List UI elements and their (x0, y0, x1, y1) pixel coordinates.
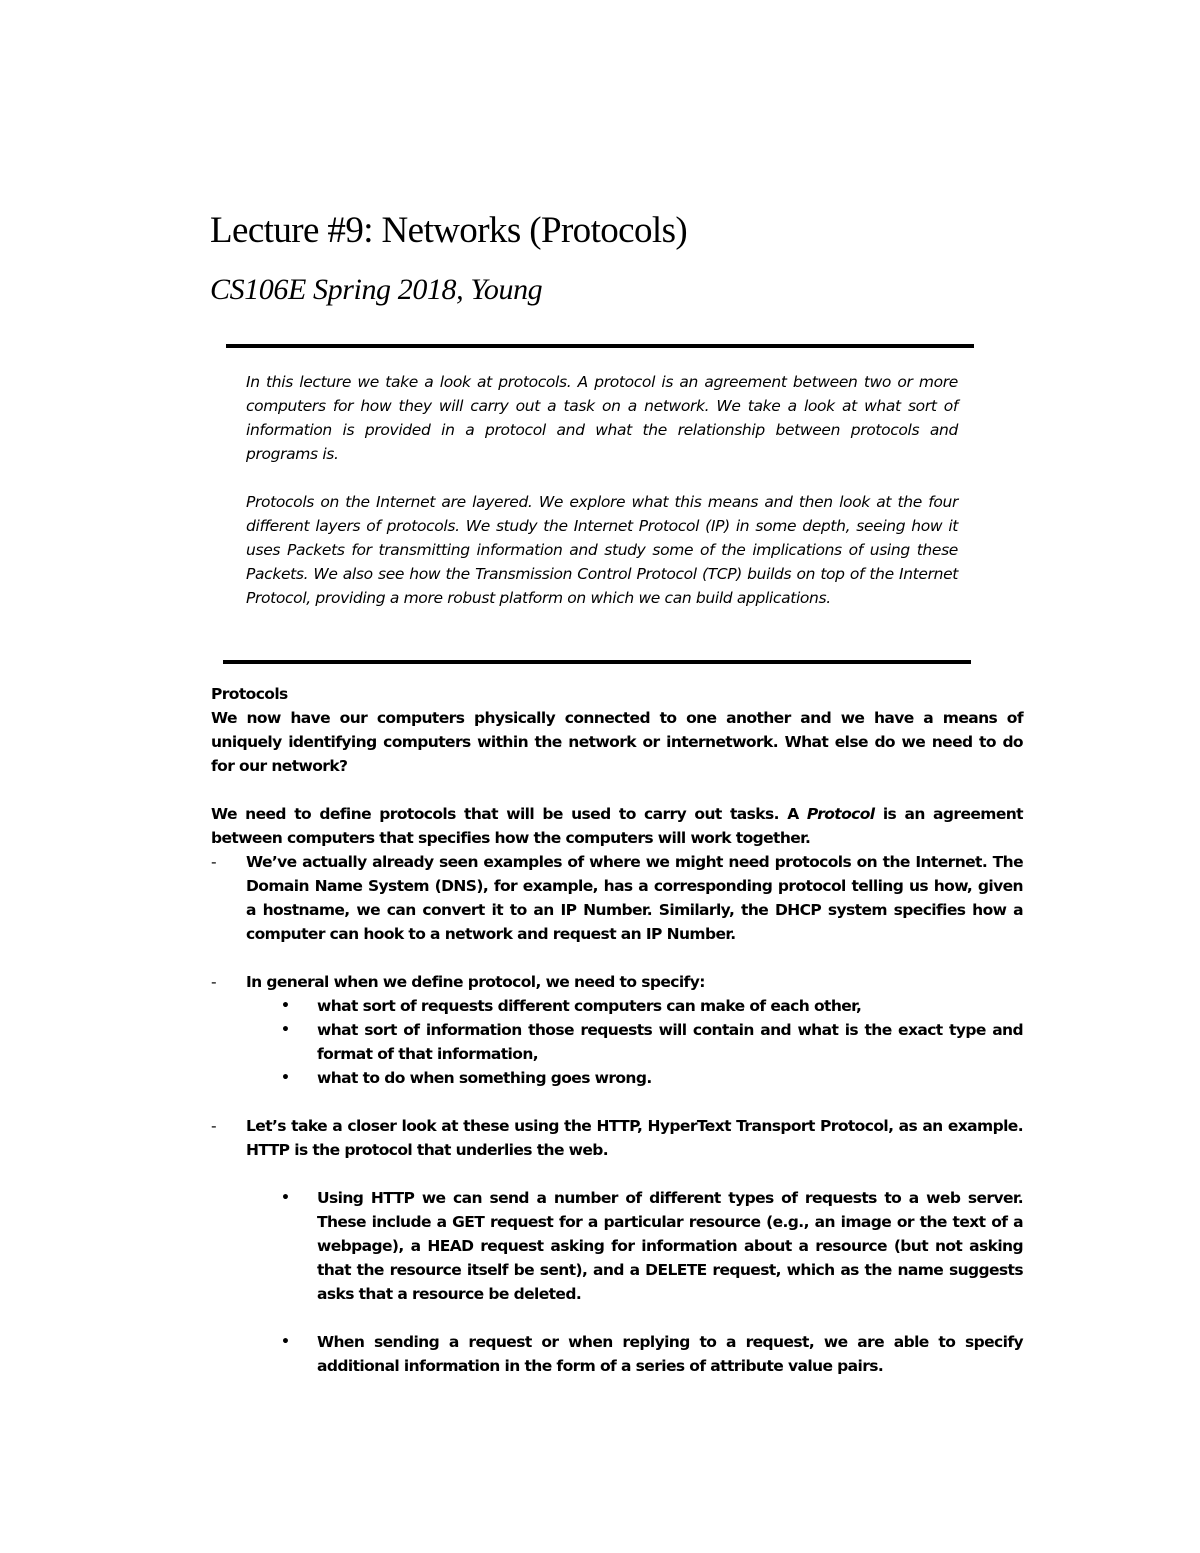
page-subtitle: CS106E Spring 2018, Young (210, 273, 543, 306)
section-body (211, 682, 1023, 1378)
bullet-icon: • (281, 1070, 290, 1086)
bullet-icon: • (281, 1190, 290, 1206)
http-list-2 (211, 1330, 1023, 1378)
dash-item-text: We’ve actually already seen examples of where we might need protocols on the Internet. The Domain Name System (DNS), for example, has a corresponding protocol telling us how, given a hostname, we can convert it to an IP Number. Similarly, the DHCP system specifies how a computer can hook to a network and request an IP Number. (246, 853, 1023, 943)
dash-marker: - (211, 973, 216, 991)
http-list (211, 1186, 1023, 1306)
list-item (281, 1186, 1023, 1306)
list-item-text: When sending a request or when replying to a request, we are able to specify additional information in the form of a series of attribute value pairs. (317, 1333, 1023, 1375)
list-item (281, 1330, 1023, 1378)
bottom-divider (223, 660, 971, 664)
dash-marker: - (211, 853, 216, 871)
requirements-list (211, 994, 1023, 1090)
bullet-icon: • (281, 1022, 290, 1038)
definition-text-start: We need to define protocols that will be used to carry out tasks. A (211, 805, 807, 823)
definition-paragraph (211, 802, 1023, 850)
definition-text-end: is an agreement between computers that specifies how the computers will work together. (211, 805, 1023, 847)
list-item (281, 1066, 1023, 1090)
intro-paragraph: We now have our computers physically connected to one another and we have a means of uniquely identifying computers within the network or internetwork. What else do we need to do for our network? (211, 709, 1023, 775)
definition-term: Protocol (806, 805, 875, 823)
abstract (246, 370, 958, 634)
list-item (281, 994, 1023, 1018)
bullet-icon: • (281, 998, 290, 1014)
list-item (281, 1018, 1023, 1066)
section-heading: Protocols (211, 685, 288, 703)
dash-item-3 (211, 1114, 1023, 1162)
dash-item-2 (211, 970, 1023, 994)
abstract-paragraph-1: In this lecture we take a look at protocols. A protocol is an agreement between two or more computers for how they will carry out a task on a network. We take a look at what sort of information is provided in a protocol and what the relationship between protocols and programs is. (246, 373, 958, 463)
list-item-text: Using HTTP we can send a number of different types of requests to a web server. These include a GET request for a particular resource (e.g., an image or the text of a webpage), a HEAD request asking for information about a resource (but not asking that the resource itself be sent), and a DELETE request, which as the name suggests asks that a resource be deleted. (317, 1189, 1023, 1303)
dash-item-1 (211, 850, 1023, 946)
page-title: Lecture #9: Networks (Protocols) (210, 210, 688, 251)
top-divider (226, 344, 974, 348)
list-item-text: what sort of requests different computers can make of each other, (317, 997, 862, 1015)
abstract-paragraph-2: Protocols on the Internet are layered. We explore what this means and then look at the four different layers of protocols. We study the Internet Protocol (IP) in some depth, seeing how it uses Packets for transmitting information and study some of the implications of using these Packets. We also see how the Transmission Control Protocol (TCP) builds on top of the Internet Protocol, providing a more robust platform on which we can build applications. (246, 493, 958, 607)
list-item-text: what sort of information those requests will contain and what is the exact type and format of that information, (317, 1021, 1023, 1063)
dash-item-text: In general when we define protocol, we need to specify: (246, 973, 705, 991)
list-item-text: what to do when something goes wrong. (317, 1069, 652, 1087)
bullet-icon: • (281, 1334, 290, 1350)
dash-marker: - (211, 1117, 216, 1135)
dash-item-text: Let’s take a closer look at these using the HTTP, HyperText Transport Protocol, as an example. HTTP is the protocol that underlies the web. (246, 1117, 1023, 1159)
